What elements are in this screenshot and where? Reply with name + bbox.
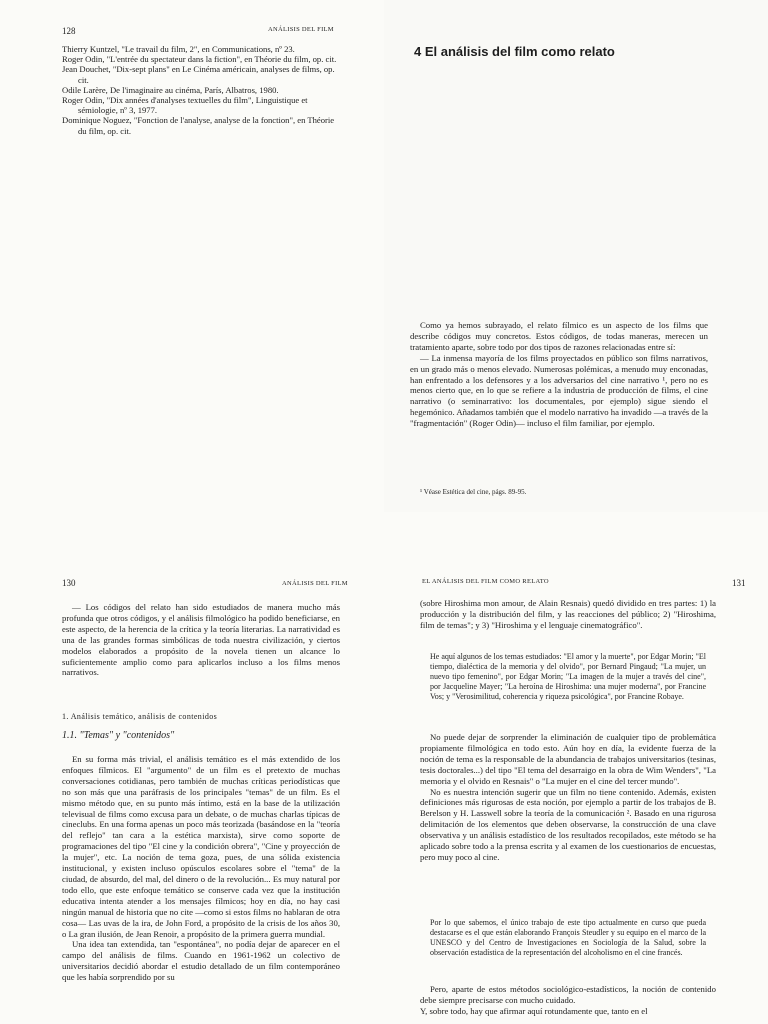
block-quote: He aquí algunos de los temas estudiados: "El amor y la muerte", por Edgar Morin; "El tiempo, dialéctica de la memoria y del olvido", por Bernard Pingaud; "La mujer, un nuevo tipo femenino", por Edgar Morin; "La imagen de la mujer a través del cine", por Jacqueline Mayer; "La heroína de Hiroshima: una mujer moderna", por Francine Vos; y "Verosimilitud, coherencia y riqueza psicológica", por Francine Robaye.	[430, 652, 706, 701]
subsection-heading: 1.1. "Temas" y "contenidos"	[62, 730, 175, 741]
page-130	[0, 512, 384, 1024]
bibliography-entry: Roger Odin, "Dix années d'analyses textuelles du film", Linguistique et sémiologie, nº 3, 1977.	[62, 95, 308, 116]
section-body	[62, 754, 340, 1024]
page-number: 131	[732, 578, 746, 588]
opening-paragraph	[420, 598, 716, 631]
running-header: ANÁLISIS DEL FILM	[282, 580, 348, 587]
chapter-intro	[410, 320, 708, 429]
footnote: ¹ Véase Estética del cine, págs. 89-95.	[420, 488, 527, 496]
bibliography-entry: Odile Larère, De l'imaginaire au cinéma, París, Albatros, 1980.	[62, 84, 279, 95]
bibliography-list	[62, 44, 342, 136]
body-paragraphs	[420, 732, 716, 863]
bibliography-entry: Dominique Noguez, "Fonction de l'analyse, analyse de la fonction", en Théorie du film, op. cit.	[62, 115, 335, 136]
block-quote: Por lo que sabemos, el único trabajo de este tipo actualmente en curso que pueda destacarse es el que están elaborando François Steudler y su equipo en el marco de la UNESCO y del Centro de Investigaciones en Sociología de la Salud, sobre la observación estadística de la representación del alcoholismo en el cine francés.	[430, 918, 706, 957]
page-128	[0, 0, 384, 512]
intro-paragraph	[62, 602, 340, 678]
bibliography-entry: Thierry Kuntzel, "Le travail du film, 2", en Communications, nº 23.	[62, 44, 295, 54]
running-header: ANÁLISIS DEL FILM	[268, 26, 334, 33]
paragraph: Una idea tan extendida, tan "espontánea", no podía dejar de aparecer en el campo del análisis de films. Cuando en 1961-1962 un colectivo de universitarios decidió abordar el estudio detallado de un film contemporáneo que les había sorprendido por su	[62, 939, 340, 983]
running-header: EL ANÁLISIS DEL FILM COMO RELATO	[422, 578, 549, 585]
bibliography-entry: Jean Douchet, "Dix-sept plans" en Le Cinéma américain, analyses de films, op. cit.	[62, 64, 335, 85]
paragraph: — Los códigos del relato han sido estudiados de manera mucho más profunda que otros códigos, y el análisis filmológico ha podido beneficiarse, en este aspecto, de la herencia de la crítica y la teoría literarias. La narratividad es una de las grandes formas simbólicas de toda nuestra civilización, y ciertos modelos elaborados a propósito de la novela tienen un alcance lo suficientemente amplio como para aplicarlos incluso a los films menos narrativos.	[62, 602, 340, 678]
bibliography-entry: Roger Odin, "L'entrée du spectateur dans la fiction", en Théorie du film, op. cit.	[62, 54, 337, 65]
paragraph: En su forma más trivial, el análisis temático es el más extendido de los enfoques fílmicos. El "argumento" de un film es el pretexto de muchas conversaciones cotidianas, pero también de muchas críticas periodísticas que no son más que una paráfrasis de los principales "temas" de un film. Es el mismo método que, en su punto más íntimo, está en la base de la utilización televisual de films como excusa para un debate, o de muchas charlas típicas de cineclubs. En una forma apenas un poco más teorizada (basándose en la "teoría del reflejo" tan cara a la estética marxista), sirve como soporte de programaciones del tipo "El cine y la condición obrera", "Cine y proyección de la mujer", etc. La noción de tema goza, pues, de una sólida existencia institucional, y existen incluso opúsculos escolares sobre el "tema" de la ciudad, de absurdo, del mal, del dinero o de la revolución... Es muy natural por todo ello, que este enfoque temático se conserve cada vez que la institución educativa intenta atender a los mensajes fílmicos; hoy en día, no hay casi ningún manual de historia que no cite —como si estos films no hablaran de otra cosa— Las uvas de la ira, de John Ford, a propósito de la crisis de los años 30, o La gran ilusión, de Jean Renoir, a propósito de la primera guerra mundial.	[62, 754, 340, 939]
paragraph: No puede dejar de sorprender la eliminación de cualquier tipo de problemática propiamente filmológica en todo esto. Aún hoy en día, la evidente fuerza de la noción de tema es la responsable de la abundancia de trabajos universitarios (tesinas, tesis doctorales...) del tipo "El tema del desarraigo en la obra de Wim Wenders", "La memoria y el olvido en Resnais" o "La mujer en el cine del tercer mundo".	[420, 732, 716, 786]
paragraph: Y, sobre todo, hay que afirmar aquí rotundamente que, tanto en el	[420, 1005, 648, 1016]
page-129	[384, 0, 768, 512]
paragraph: No es nuestra intención sugerir que un film no tiene contenido. Además, existen definiciones más rigurosas de esta noción, por ejemplo a partir de los trabajos de B. Berelson y H. Lasswell sobre la teoría de la comunicación ². Basado en una rigurosa delimitación de los elementos que deben observarse, la construcción de una clave observativa y un análisis estadístico de los resultados recopilados, este método se ha aplicado sobre todo a la prensa escrita y al examen de los cuestionarios de encuestas, pero muy poco al cine.	[420, 786, 716, 862]
chapter-title: 4 El análisis del film como relato	[414, 44, 615, 59]
page-131	[384, 512, 768, 1024]
paragraph: Como ya hemos subrayado, el relato fílmico es un aspecto de los films que describe códigos muy concretos. Estos códigos, de todas maneras, merecen un tratamiento aparte, sobre todo por dos tipos de razones relacionadas entre sí:	[410, 320, 708, 352]
paragraph: Pero, aparte de estos métodos sociológico-estadísticos, la noción de contenido debe siempre precisarse con mucho cuidado.	[420, 984, 716, 1005]
page-number: 128	[62, 26, 76, 36]
section-heading: 1. Análisis temático, análisis de contenidos	[62, 712, 218, 721]
paragraph: (sobre Hiroshima mon amour, de Alain Resnais) quedó dividido en tres partes: 1) la producción y la distribución del film, y las reacciones del público; 2) "Hiroshima, film de temas"; y 3) "Hiroshima y el lenguaje cinematográfico".	[420, 598, 716, 630]
paragraph: — La inmensa mayoría de los films proyectados en público son films narrativos, en un grado más o menos elevado. Numerosas polémicas, a menudo muy enconadas, han enfrentado a los defensores y a los adversarios del cine narrativo ¹, pero no es menos cierto que, en lo que se refiere a la industria de producción de films, el cine narrativo (o seminarrativo: los documentales, por ejemplo) sigue siendo el hegemónico. Añadamos también que el modelo narrativo ha invadido —a través de la "fragmentación" (Roger Odin)— incluso el film familiar, por ejemplo.	[410, 352, 708, 429]
page-number: 130	[62, 578, 76, 588]
closing-paragraphs	[420, 984, 716, 1024]
